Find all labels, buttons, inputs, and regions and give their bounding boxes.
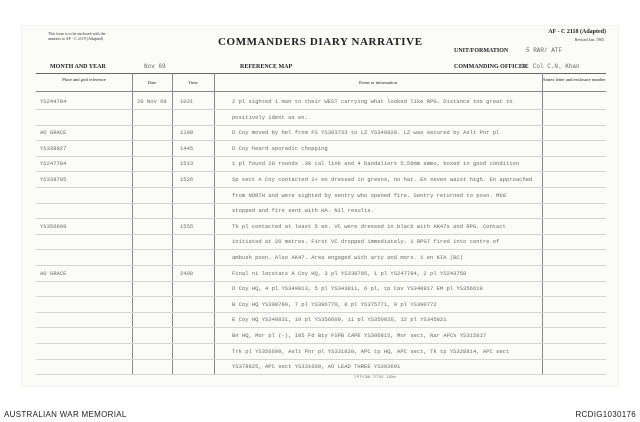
column-header-event: Event or information (359, 80, 397, 85)
row-event: Final ni locstats A Coy HQ, 3 pl YS338795, 1 pl YS247784, 2 pl YS243758 (232, 269, 467, 277)
row-time: 2400 (180, 269, 194, 277)
row-event: Bn HQ, Mor pl (-), 105 Fd Bty FSPB CAPE YS306815, Mor sect, Nar APCs YS315817 (232, 332, 487, 339)
row-rule (36, 374, 606, 375)
row-event: D Coy moved by hel from FS YS303733 to LZ YS340829. LZ was secured by Aslt Pnr pl (232, 129, 500, 137)
table-top-rule (36, 73, 606, 74)
row-event: B Coy HQ YS390780, 7 pl YS396770, 8 pl YS375771, 9 pl YS390772 (232, 300, 437, 308)
archive-reference: RCDIG1030176 (575, 410, 636, 419)
table-row (36, 142, 606, 157)
row-place: AO GRACE (40, 269, 67, 277)
row-place: YS356609 (40, 222, 67, 230)
unit-formation-value: 5 RAR/ ATF (526, 47, 563, 54)
table-row (36, 173, 606, 188)
table-row (36, 298, 606, 313)
row-time: 1445 (180, 144, 194, 152)
reference-map-label: REFERENCE MAP (240, 64, 293, 70)
row-event: 2 pl sighted 1 man to their WEST carrying what looked like RPG. Distance too great to (232, 98, 513, 105)
table-row (36, 157, 606, 172)
table-row (36, 220, 606, 235)
table-row (36, 235, 606, 250)
row-place: AO GRACE (40, 129, 67, 137)
row-time: 1513 (180, 160, 194, 168)
row-place: YS247784 (40, 160, 67, 168)
table-row (36, 126, 606, 141)
row-event: E Coy HQ YS340831, 10 pl YS356609, 11 pl YS350826, 12 pl YS345821 (232, 316, 447, 324)
enclosure-note-line1: This form is to be enclosed with the (48, 31, 106, 36)
row-place: YS338827 (40, 144, 67, 152)
table-header-rule (36, 91, 606, 92)
row-event: from NORTH and were sighted by sentry who opened fire. Sentry returned to posn. M60 (232, 191, 506, 199)
form-id: AF - C 2118 (Adapted) (548, 29, 606, 35)
column-header-annex: Annex letter and enclosure number (542, 77, 606, 82)
column-header-date: Date (147, 80, 157, 85)
month-year-label: MONTH AND YEAR (50, 64, 106, 70)
table-row (36, 95, 606, 110)
table-row (36, 329, 606, 344)
row-event: YS378825, APC sect YS331609, AO LEAD THREE YS303691 (232, 363, 401, 371)
row-time: 1555 (180, 222, 194, 230)
archive-credit: AUSTRALIAN WAR MEMORIAL (4, 410, 127, 419)
row-time: 1100 (180, 129, 194, 137)
row-event: Tk pl contacted at least 5 en. VC were dressed in black with AK47s and RPG. Contact (232, 222, 506, 230)
column-header-place: Place and grid reference (62, 77, 106, 82)
row-event: D Coy heard sporadic chopping (232, 144, 328, 152)
table-row (36, 251, 606, 266)
enclosure-note-line2: annexes to AF - C 2119 (Adapted) (48, 36, 103, 41)
row-event: ambush posn. Also AK47. Area engaged with arty and mors. 1 en KIA (BC) (232, 254, 464, 261)
commanding-officer-label: COMMANDING OFFICER (454, 64, 528, 70)
row-event: initiated at 20 metres. First VC dropped immediately. 1 RPG7 fired into centre of (232, 238, 500, 246)
row-event: Sp sect A Coy contacted 2+ en dressed in greens, no hat. En seven waist high. En approached (232, 176, 533, 183)
form-revised: Revised Jan. 1965 (574, 37, 604, 42)
commanding-officer-value: Lt Col C.N. Khan (522, 63, 580, 70)
table-row (36, 267, 606, 282)
table-row (36, 313, 606, 328)
month-year-value: Nov 69 (144, 63, 166, 70)
table-row (36, 345, 606, 360)
row-event: positively ident as en. (232, 113, 308, 121)
row-time: 1526 (180, 176, 194, 183)
row-time: 1031 (180, 98, 194, 105)
row-event: D Coy HQ, 4 pl YS349813, 5 pl YS343811, 6 pl, tp Cav YS340817 EM pl YS356619 (232, 285, 483, 293)
page-title: COMMANDERS DIARY NARRATIVE (218, 36, 423, 48)
row-event: 1 pl found 20 rounds .30 cal link and 4 bandaliers 5.56mm ammo, boxed in good condition (232, 160, 520, 168)
row-place: YS244784 (40, 98, 67, 105)
row-event: stopped and fire sent with HA. Nil results. (232, 207, 374, 215)
row-place: YS338795 (40, 176, 67, 183)
table-row (36, 204, 606, 219)
unit-formation-label: UNIT/FORMATION (454, 48, 509, 54)
table-row (36, 360, 606, 375)
table-row (36, 111, 606, 126)
form-enclosure-note (48, 31, 105, 41)
diary-sheet (22, 26, 618, 386)
table-row (36, 189, 606, 204)
column-header-time: Time (188, 80, 198, 85)
table-row (36, 282, 606, 297)
row-event: Trk pl YS356609, Aslt Pnr pl YS331828, APC tp HQ, APC sect, Tk tp YS328814, APC sect (232, 347, 510, 355)
printer-imprint: 1 P P C66 - 7/7 5/1 - 100m (354, 375, 396, 379)
row-date: 20 Nov 69 (137, 98, 167, 105)
